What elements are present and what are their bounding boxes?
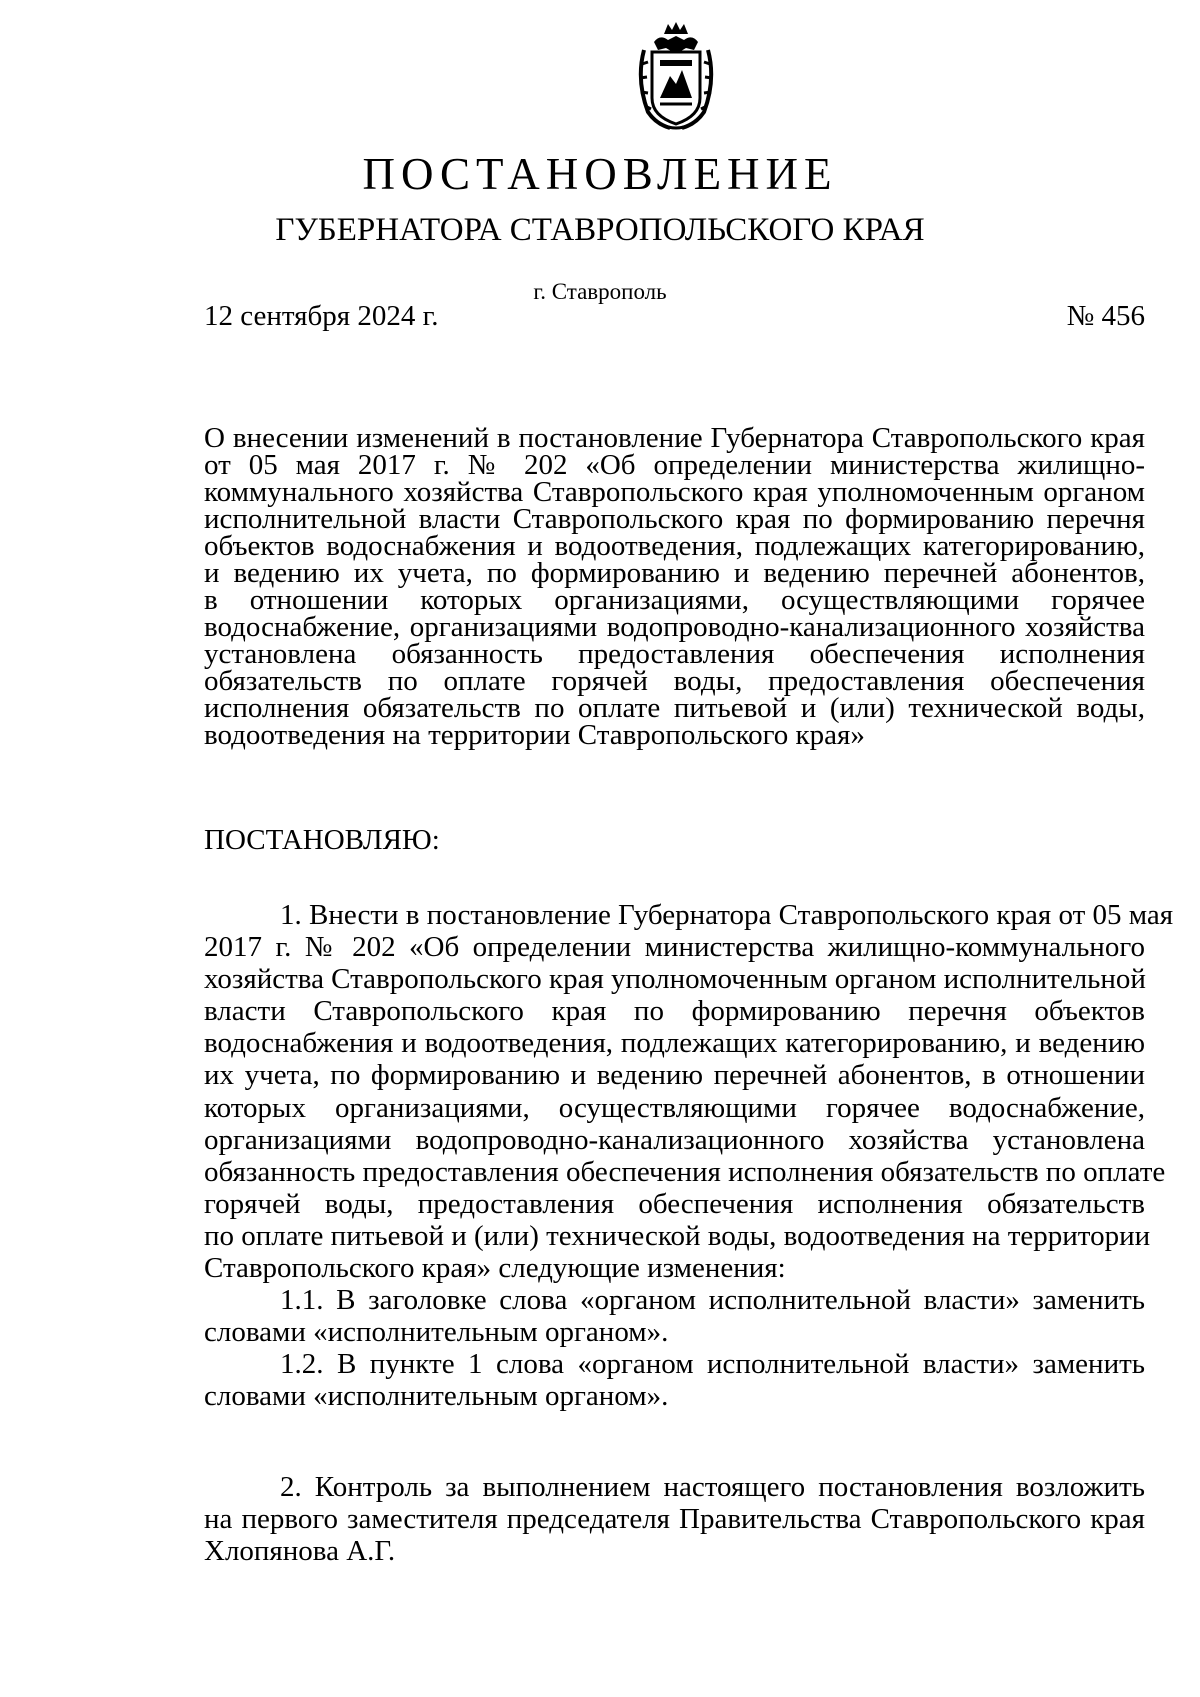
paragraph-line: Хлопянова А.Г. <box>204 1535 396 1568</box>
document-heading <box>204 422 1145 751</box>
heading-line: и ведению их учета, по формированию и ведению перечней абонентов, <box>204 557 1145 589</box>
document-subtitle: ГУБЕРНАТОРА СТАВРОПОЛЬСКОГО КРАЯ <box>275 212 925 248</box>
paragraph-line: 1. Внести в постановление Губернатора Ставропольского края от 05 мая <box>280 899 1174 931</box>
paragraph-line: обязанность предоставления обеспечения исполнения обязательств по оплате <box>204 1155 1166 1188</box>
paragraph-line: власти Ставропольского края по формированию перечня объектов <box>204 995 1145 1028</box>
subparagraph-1-1-line: 1.1. В заголовке слова «органом исполнительной власти» заменить <box>280 1284 1145 1317</box>
paragraph-line: организациями водопроводно-канализационного хозяйства установлена <box>204 1123 1145 1156</box>
paragraph-2 <box>204 1471 1145 1567</box>
paragraph-line: на первого заместителя председателя Правительства Ставропольского края <box>204 1503 1145 1536</box>
decree-word: ПОСТАНОВЛЯЮ: <box>204 824 440 856</box>
stavropol-coat-of-arms-icon <box>630 20 722 132</box>
document-number: № 456 <box>1066 300 1145 332</box>
heading-line: водоотведения на территории Ставропольского края» <box>204 719 865 751</box>
heading-line: исполнительной власти Ставропольского края по формированию перечня <box>204 503 1145 535</box>
heading-line: от 05 мая 2017 г. № 202 «Об определении министерства жилищно- <box>204 449 1145 481</box>
subparagraph-1-1-line: словами «исполнительным органом». <box>204 1316 669 1349</box>
heading-line: водоснабжение, организациями водопроводно-канализационного хозяйства <box>204 611 1145 643</box>
paragraph-line: 2. Контроль за выполнением настоящего постановления возложить <box>280 1471 1145 1503</box>
document-city: г. Ставрополь <box>533 279 667 304</box>
paragraph-line: хозяйства Ставропольского края уполномоченным органом исполнительной <box>204 963 1146 996</box>
paragraph-line: их учета, по формированию и ведению перечней абонентов, в отношении <box>204 1059 1145 1092</box>
paragraph-line: водоснабжения и водоотведения, подлежащих категорированию, и ведению <box>204 1027 1145 1060</box>
subparagraph-1-2-line: словами «исполнительным органом». <box>204 1380 669 1413</box>
heading-line: в отношении которых организациями, осуществляющими горячее <box>204 584 1145 616</box>
paragraph-1 <box>204 899 1174 1413</box>
paragraph-line: горячей воды, предоставления обеспечения исполнения обязательств <box>204 1187 1145 1220</box>
paragraph-line: 2017 г. № 202 «Об определении министерства жилищно-коммунального <box>204 931 1145 964</box>
paragraph-line: которых организациями, осуществляющими горячее водоснабжение, <box>204 1091 1145 1124</box>
heading-line: объектов водоснабжения и водоотведения, подлежащих категорированию, <box>204 530 1145 562</box>
heading-line: О внесении изменений в постановление Губернатора Ставропольского края <box>204 422 1145 454</box>
heading-line: исполнения обязательств по оплате питьевой и (или) технической воды, <box>204 692 1145 724</box>
heading-line: обязательств по оплате горячей воды, предоставления обеспечения <box>204 665 1145 697</box>
heading-line: установлена обязанность предоставления обеспечения исполнения <box>204 638 1145 670</box>
subparagraph-1-2-line: 1.2. В пункте 1 слова «органом исполнительной власти» заменить <box>280 1348 1145 1381</box>
heading-line: коммунального хозяйства Ставропольского края уполномоченным органом <box>204 476 1145 508</box>
document-title: ПОСТАНОВЛЕНИЕ <box>362 149 838 199</box>
paragraph-line: по оплате питьевой и (или) технической воды, водоотведения на территории <box>204 1219 1151 1252</box>
paragraph-line: Ставропольского края» следующие изменения: <box>204 1252 786 1285</box>
document-date: 12 сентября 2024 г. <box>204 300 439 332</box>
